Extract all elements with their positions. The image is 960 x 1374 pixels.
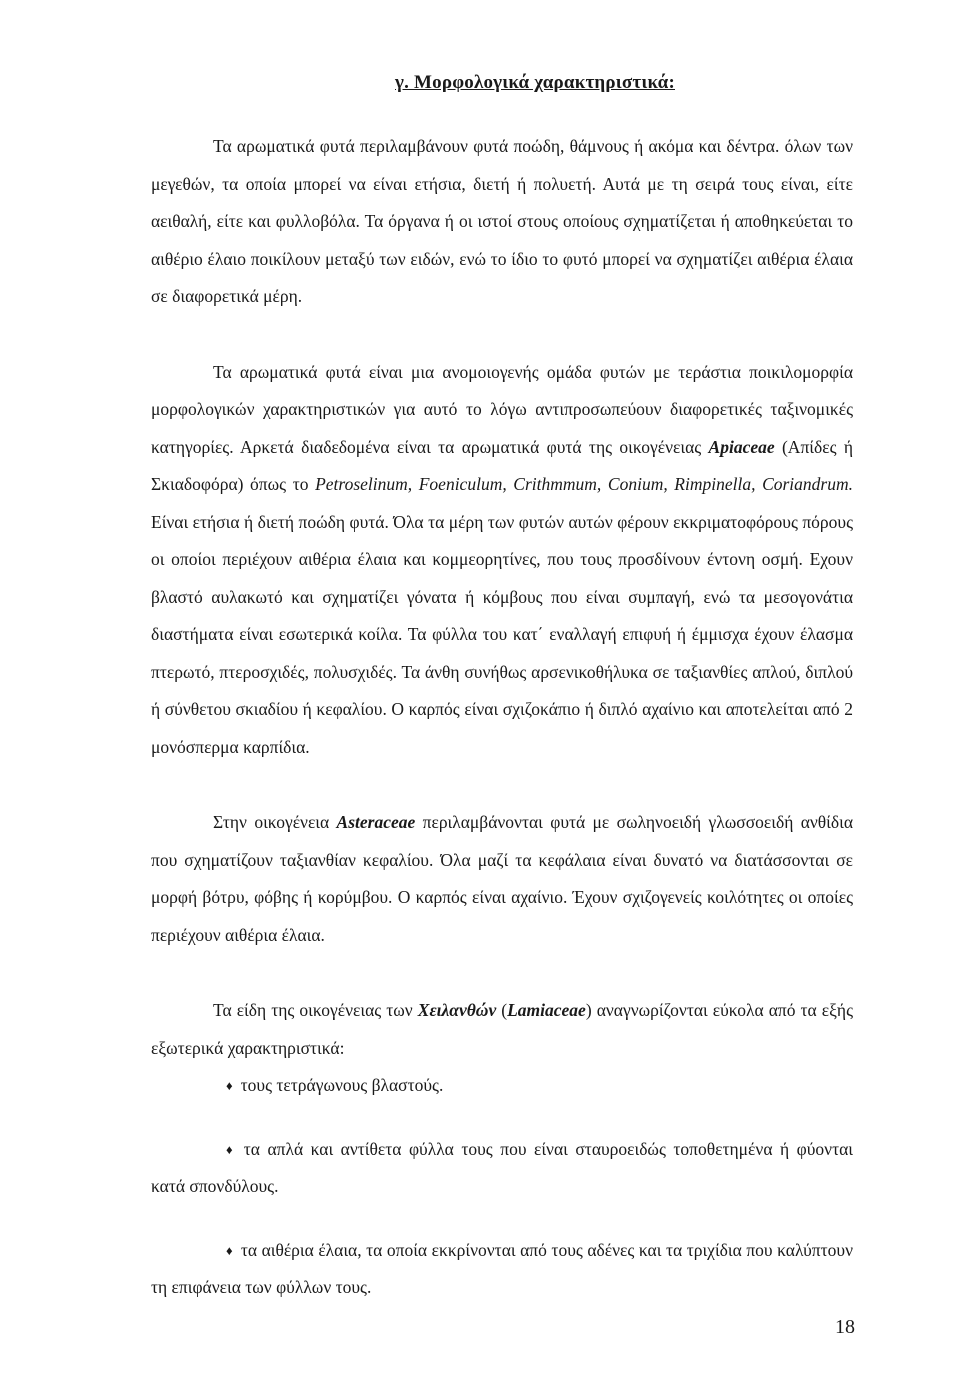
paragraph-lamiaceae-text-a: Τα είδη της οικογένειας των (213, 1000, 418, 1020)
paragraph-asteraceae-text-b: περιλαμβάνονται φυτά με σωληνοειδή γλωσσοειδή ανθίδια που σχηματίζουν ταξιανθίαν κεφαλίου. Όλα μαζί τα κεφάλαια είναι δυνατό να διατάσσονται σε μορφή βότρυ, φόβης ή κορύμβου. Ο καρπός είναι αχαίνιο. Έχουν σχιζογενείς κοιλότητες οι οποίες περιέχουν αιθέρια έλαια. (151, 812, 853, 945)
bullet-text: τα απλά και αντίθετα φύλλα τους που είναι σταυροειδώς τοποθετημένα ή φύονται κατά σπονδύλους. (151, 1138, 853, 1196)
diamond-bullet-icon: ♦ (226, 1078, 233, 1093)
bullet-item (151, 1232, 853, 1307)
bullet-item (151, 1067, 853, 1105)
family-name-lamiaceae: Lamiaceae (507, 1000, 586, 1020)
bullet-text: τα αιθέρια έλαια, τα οποία εκκρίνονται από τους αδένες και τα τριχίδια που καλύπτουν τη επιφάνεια των φύλλων τους. (151, 1239, 853, 1297)
paragraph-apiaceae-text-b: (Απίδες ή Σκιαδοφόρα) όπως το (151, 436, 854, 494)
section-heading: γ. Μορφολογικά χαρακτηριστικά: (395, 72, 675, 93)
paragraph-asteraceae-text-a: Στην οικογένεια (213, 812, 337, 832)
genera-list: Petroselinum, Foeniculum, Crithmmum, Conium, Rimpinella, Coriandrum. (315, 474, 853, 494)
paragraph-lamiaceae (151, 992, 853, 1067)
document-body (151, 128, 853, 1307)
diamond-bullet-icon: ♦ (226, 1242, 233, 1258)
paragraph-apiaceae-text-c: Είναι ετήσια ή διετή ποώδη φυτά. Όλα τα μέρη των φυτών αυτών φέρουν εκκριματοφόρους πόρους οι οποίοι περιέχουν αιθέρια έλαια και κομμεορητίνες, που τους προσδίνουν έντονη οσμή. Εχουν βλαστό αυλακωτό και σχηματίζει γόνατα ή κόμβους που είναι συμπαγή, ενώ τα μεσογονάτια διαστήματα είναι εσωτερικά κοίλα. Τα φύλλα του κατ΄ εναλλαγή επιφυή ή έμμισχα έχουν έλασμα πτερωτό, πτεροσχιδές, πολυσχιδές. Τα άνθη συνήθως αρσενικοθήλυκα σε ταξιανθίες απλού, διπλού ή σύνθετου σκιαδίου ή κεφαλίου. Ο καρπός είναι σχιζοκάπιο ή διπλό αχαίνιο και αποτελείται από 2 μονόσπερμα καρπίδια. (151, 511, 853, 757)
family-name-greek: Χειλανθών (417, 1000, 497, 1020)
paragraph-lamiaceae-text-b: ) αναγνωρίζονται εύκολα από τα εξής εξωτερικά χαρακτηριστικά: (151, 1000, 854, 1058)
paragraph-asteraceae (151, 804, 853, 954)
paragraph-lamiaceae-paren-open: ( (496, 1000, 508, 1020)
family-name-asteraceae: Asteraceae (336, 812, 416, 832)
page-number: 18 (835, 1316, 855, 1338)
bullet-item (151, 1131, 853, 1206)
family-name-apiaceae: Apiaceae (708, 436, 775, 457)
diamond-bullet-icon: ♦ (226, 1141, 236, 1157)
paragraph-intro: Τα αρωματικά φυτά περιλαμβάνουν φυτά ποώδη, θάμνους ή ακόμα και δέντρα. όλων των μεγεθών, τα οποία μπορεί να είναι ετήσια, διετή ή πολυετή. Αυτά με τη σειρά τους είναι, είτε αειθαλή, είτε και φυλλοβόλα. Τα όργανα ή οι ιστοί στους οποίους σχηματίζεται ή αποθηκεύεται το αιθέριο έλαιο ποικίλουν μεταξύ των ειδών, ενώ το ίδιο το φυτό μπορεί να σχηματίζει αιθέρια έλαια σε διαφορετικά μέρη. (151, 136, 853, 306)
paragraph-apiaceae-text-a: Τα αρωματικά φυτά είναι μια ανομοιογενής ομάδα φυτών με τεράστια ποικιλομορφία μορφολογικών χαρακτηριστικών για αυτό το λόγω αντιπροσωπεύουν διαφορετικές ταξινομικές κατηγορίες. Αρκετά διαδεδομένα είναι τα αρωματικά φυτά της οικογένειας (151, 361, 853, 457)
bullet-text: τους τετράγωνους βλαστούς. (240, 1075, 444, 1095)
paragraph-apiaceae (151, 354, 853, 767)
